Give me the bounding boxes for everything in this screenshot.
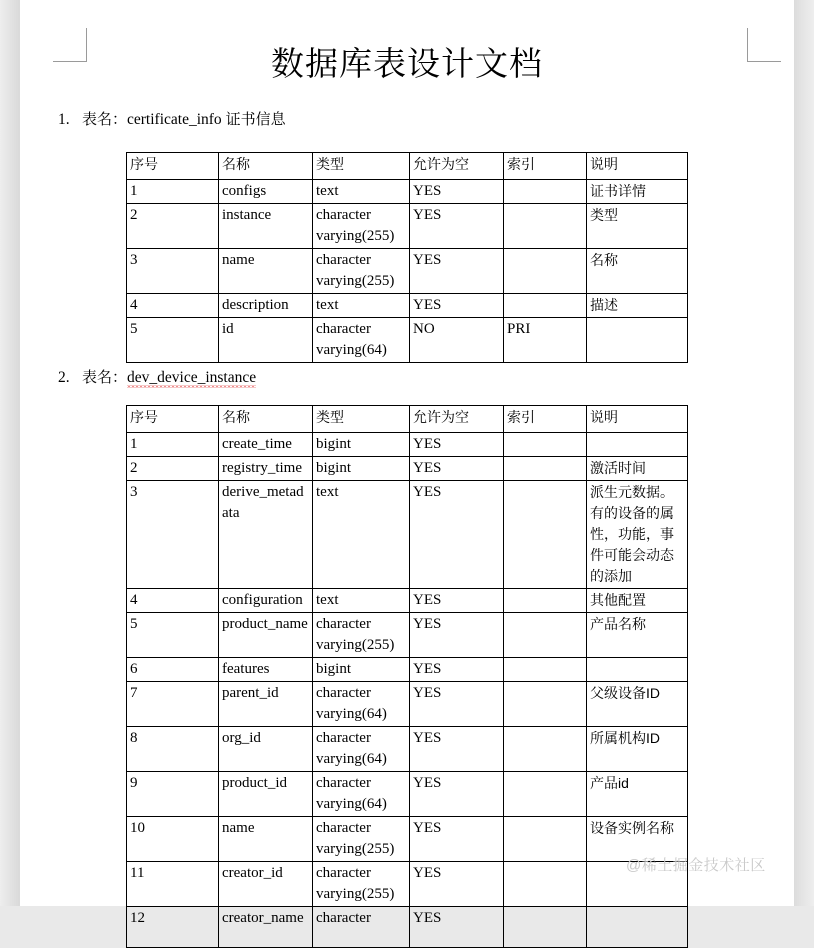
cell-type: character varying(255) (313, 817, 410, 862)
cell-nullable: YES (410, 204, 504, 249)
cell-nullable: YES (410, 658, 504, 682)
cell-desc: 名称 (587, 249, 688, 294)
cell-name: instance (219, 204, 313, 249)
cell-index (504, 589, 587, 613)
cell-index (504, 682, 587, 727)
cell-seq: 9 (127, 772, 219, 817)
cell-desc: 激活时间 (587, 457, 688, 481)
table-row (127, 589, 688, 613)
cell-type: character varying(64) (313, 318, 410, 363)
cell-nullable: YES (410, 249, 504, 294)
cell-desc: 父级设备ID (587, 682, 688, 727)
cell-seq: 3 (127, 481, 219, 589)
column-header-nullable: 允许为空 (410, 153, 504, 180)
cell-desc (587, 433, 688, 457)
cell-index (504, 907, 587, 948)
column-header-type: 类型 (313, 406, 410, 433)
table-row (127, 658, 688, 682)
cell-type: character varying(255) (313, 204, 410, 249)
cell-seq: 6 (127, 658, 219, 682)
page-title: 数据库表设计文档 (271, 45, 543, 82)
cell-index (504, 658, 587, 682)
cell-type: character (313, 907, 410, 948)
cell-type: text (313, 481, 410, 589)
cell-nullable: YES (410, 589, 504, 613)
cell-seq: 1 (127, 180, 219, 204)
cell-desc: 其他配置 (587, 589, 688, 613)
column-header-seq: 序号 (127, 153, 219, 180)
cell-index: PRI (504, 318, 587, 363)
page-left-margin-shade (0, 0, 20, 906)
cell-type: character varying(64) (313, 772, 410, 817)
cell-nullable: YES (410, 907, 504, 948)
column-header-nullable: 允许为空 (410, 406, 504, 433)
cell-seq: 7 (127, 682, 219, 727)
cell-name: id (219, 318, 313, 363)
table-row (127, 613, 688, 658)
cell-name: configuration (219, 589, 313, 613)
table-row (127, 772, 688, 817)
cell-index (504, 727, 587, 772)
table-row (127, 862, 688, 907)
table-row (127, 727, 688, 772)
cell-seq: 12 (127, 907, 219, 948)
table-row (127, 433, 688, 457)
cell-desc (587, 907, 688, 948)
cell-index (504, 457, 587, 481)
section-label-1: 表名： (82, 111, 128, 128)
table-row (127, 249, 688, 294)
table-row (127, 204, 688, 249)
cell-nullable: NO (410, 318, 504, 363)
cell-name: product_name (219, 613, 313, 658)
cell-index (504, 433, 587, 457)
table-row (127, 318, 688, 363)
cell-index (504, 817, 587, 862)
cell-type: bigint (313, 457, 410, 481)
table-certificate-info (126, 152, 688, 363)
cell-nullable: YES (410, 481, 504, 589)
cell-seq: 11 (127, 862, 219, 907)
cell-index (504, 481, 587, 589)
cell-nullable: YES (410, 457, 504, 481)
section-number-2: 2. (58, 369, 70, 386)
cell-desc: 证书详情 (587, 180, 688, 204)
cell-nullable: YES (410, 727, 504, 772)
cell-seq: 5 (127, 318, 219, 363)
column-header-name: 名称 (219, 406, 313, 433)
cell-name: registry_time (219, 457, 313, 481)
section-number-1: 1. (58, 111, 70, 128)
cell-desc: 类型 (587, 204, 688, 249)
column-header-seq: 序号 (127, 406, 219, 433)
cell-seq: 5 (127, 613, 219, 658)
table-row (127, 457, 688, 481)
column-header-type: 类型 (313, 153, 410, 180)
cell-index (504, 249, 587, 294)
cell-desc (587, 658, 688, 682)
table-row (127, 294, 688, 318)
cell-type: text (313, 180, 410, 204)
cell-type: bigint (313, 658, 410, 682)
cell-desc: 描述 (587, 294, 688, 318)
cell-name: parent_id (219, 682, 313, 727)
cell-name: create_time (219, 433, 313, 457)
cell-seq: 2 (127, 457, 219, 481)
cell-nullable: YES (410, 862, 504, 907)
cell-seq: 4 (127, 294, 219, 318)
cell-desc: 产品名称 (587, 613, 688, 658)
cell-index (504, 294, 587, 318)
table-row (127, 682, 688, 727)
cell-desc (587, 318, 688, 363)
table-header-row (127, 153, 688, 180)
cell-index (504, 772, 587, 817)
cell-type: bigint (313, 433, 410, 457)
cell-nullable: YES (410, 180, 504, 204)
table-header-row (127, 406, 688, 433)
cell-desc (587, 862, 688, 907)
cell-nullable: YES (410, 433, 504, 457)
cell-name: description (219, 294, 313, 318)
cell-type: character varying(255) (313, 862, 410, 907)
cell-name: org_id (219, 727, 313, 772)
cell-desc: 产品id (587, 772, 688, 817)
cell-desc: 派生元数据。有的设备的属性，功能，事件可能会动态的添加 (587, 481, 688, 589)
watermark: @稀土掘金技术社区 (626, 857, 766, 874)
page-right-margin-shade (794, 0, 814, 906)
cell-name: name (219, 817, 313, 862)
column-header-name: 名称 (219, 153, 313, 180)
cell-nullable: YES (410, 682, 504, 727)
cell-index (504, 862, 587, 907)
column-header-index: 索引 (504, 153, 587, 180)
column-header-index: 索引 (504, 406, 587, 433)
cell-seq: 1 (127, 433, 219, 457)
section-heading-2 (58, 368, 256, 388)
cell-type: character varying(64) (313, 727, 410, 772)
cell-name: configs (219, 180, 313, 204)
cell-name: derive_metadata (219, 481, 313, 589)
cell-nullable: YES (410, 613, 504, 658)
cell-index (504, 204, 587, 249)
cell-nullable: YES (410, 772, 504, 817)
cell-name: creator_id (219, 862, 313, 907)
section-label-2: 表名： (82, 369, 128, 386)
cell-name: features (219, 658, 313, 682)
cell-seq: 8 (127, 727, 219, 772)
document-page (20, 0, 794, 926)
cell-seq: 3 (127, 249, 219, 294)
column-header-desc: 说明 (587, 153, 688, 180)
cell-seq: 2 (127, 204, 219, 249)
cell-type: text (313, 589, 410, 613)
section-table-name-1: certificate_info (127, 111, 222, 128)
cell-type: character varying(255) (313, 613, 410, 658)
section-table-cn-1: 证书信息 (225, 111, 286, 128)
cell-index (504, 180, 587, 204)
cell-name: name (219, 249, 313, 294)
cell-desc: 所属机构ID (587, 727, 688, 772)
cell-type: character varying(64) (313, 682, 410, 727)
cell-desc: 设备实例名称 (587, 817, 688, 862)
cell-name: creator_name (219, 907, 313, 948)
section-heading-1 (58, 110, 286, 130)
table-row (127, 907, 688, 948)
table-dev-device-instance (126, 405, 688, 948)
table-row (127, 180, 688, 204)
cell-index (504, 613, 587, 658)
table-row (127, 481, 688, 589)
cell-type: character varying(255) (313, 249, 410, 294)
column-header-desc: 说明 (587, 406, 688, 433)
table-row (127, 817, 688, 862)
cell-seq: 4 (127, 589, 219, 613)
cell-type: text (313, 294, 410, 318)
section-table-name-2: dev_device_instance (127, 369, 257, 386)
cell-name: product_id (219, 772, 313, 817)
cell-nullable: YES (410, 817, 504, 862)
cell-seq: 10 (127, 817, 219, 862)
cell-nullable: YES (410, 294, 504, 318)
